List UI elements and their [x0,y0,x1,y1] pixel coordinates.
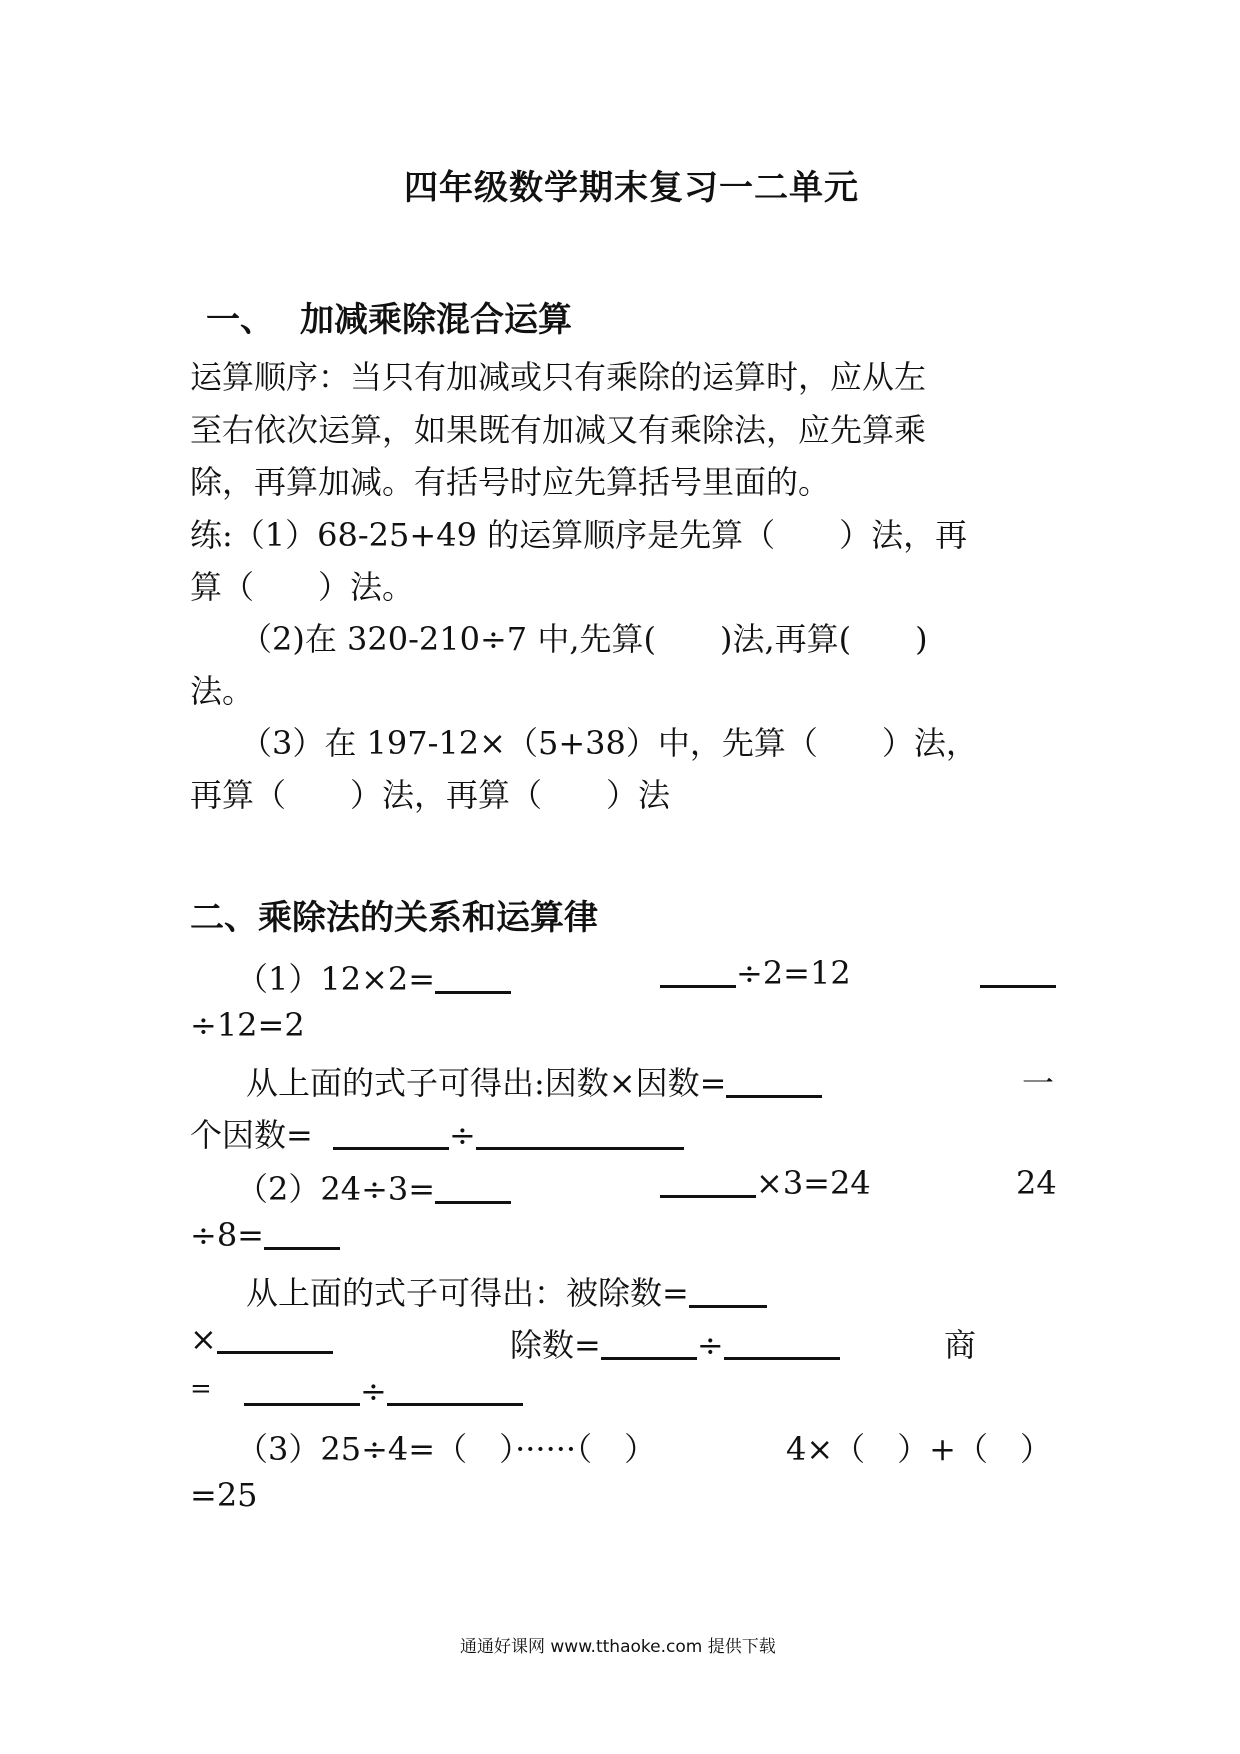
answer-blank[interactable] [689,1275,767,1308]
p3-expression-c: =25 [190,1476,258,1514]
p1-expression-c: ÷12=2 [190,1006,305,1044]
p1-a-text: （1）12×2= [236,960,436,998]
p2-a-text: （2）24÷3= [236,1170,436,1208]
p2-expression-c: 24 [1016,1164,1057,1202]
p2-div1-text: ÷ [696,1326,724,1364]
p1-expression-c-blank [980,954,1056,992]
p2-d-text: ÷8= [190,1216,264,1254]
q3-line-1: （3）在 197-12×（5+38）中，先算（ ）法， [240,724,978,762]
answer-blank[interactable] [333,1117,449,1150]
p1-conclusion-b: 一 [1022,1064,1055,1102]
answer-blank[interactable] [660,955,736,988]
order-line-3: 除，再算加减。有括号时应先算括号里面的。 [190,463,831,501]
p1-expression-a [236,954,511,1000]
answer-blank[interactable] [660,1165,756,1198]
p2-quotient-eq: = [190,1374,212,1404]
p1-expression-b [660,954,851,992]
p1-conclusion-line2 [190,1110,684,1156]
p2-b-text: ×3=24 [756,1164,871,1202]
p1-conclusion [246,1058,822,1104]
p2-conclusion [246,1268,767,1314]
p2-expression-d [190,1216,340,1254]
q3-line-2: 再算（ ）法，再算（ ）法 [190,776,671,814]
section1-heading: 加减乘除混合运算 [300,300,572,340]
q1-line-1: 练:（1）68-25+49 的运算顺序是先算（ ）法，再 [190,516,968,554]
p2-dividend-line [190,1320,333,1358]
answer-blank[interactable] [387,1373,523,1406]
footer-text: 通通好课网 www.tthaoke.com 提供下载 [460,1637,776,1657]
answer-blank[interactable] [217,1321,333,1354]
p2-divisor-line [510,1320,840,1366]
answer-blank[interactable] [601,1327,697,1360]
answer-blank[interactable] [980,955,1056,988]
answer-blank[interactable] [476,1117,684,1150]
answer-blank[interactable] [435,961,511,994]
section1-heading-number: 一、 [206,300,274,340]
q2-line-1: （2)在 320-210÷7 中,先算( )法,再算( ) [240,620,928,658]
order-line-2: 至右依次运算，如果既有加减又有乘除法，应先算乘 [190,411,927,449]
p2-conclusion-text: 从上面的式子可得出：被除数= [246,1274,689,1312]
answer-blank[interactable] [724,1327,840,1360]
p1-conclusion-c-text: 个因数= [190,1116,313,1154]
answer-blank[interactable] [264,1217,340,1250]
section2-heading: 二、乘除法的关系和运算律 [190,898,598,938]
answer-blank[interactable] [435,1171,511,1204]
q2-line-2: 法。 [190,672,255,710]
p2-quotient-line [244,1372,523,1410]
page-title: 四年级数学期末复习一二单元 [404,168,859,208]
order-line-1: 运算顺序：当只有加减或只有乘除的运算时，应从左 [190,358,927,396]
p2-expression-a [236,1164,511,1210]
p2-times-text: × [190,1320,217,1358]
answer-blank[interactable] [726,1065,822,1098]
p3-expression-b: 4×（ ）+（ ） [786,1430,1052,1468]
p2-divisor-text: 除数= [510,1326,601,1364]
answer-blank[interactable] [244,1373,360,1406]
p2-div2-text: ÷ [360,1372,387,1410]
p1-div-text: ÷ [449,1116,476,1154]
p1-b-text: ÷2=12 [736,954,851,992]
p2-expression-b [660,1164,871,1202]
q1-line-2: 算（ ）法。 [190,568,415,606]
p2-quotient-label: 商 [944,1326,977,1364]
p3-expression-a: （3）25÷4=（ ）······（ ） [236,1430,657,1468]
p1-conclusion-text: 从上面的式子可得出:因数×因数= [246,1064,727,1102]
